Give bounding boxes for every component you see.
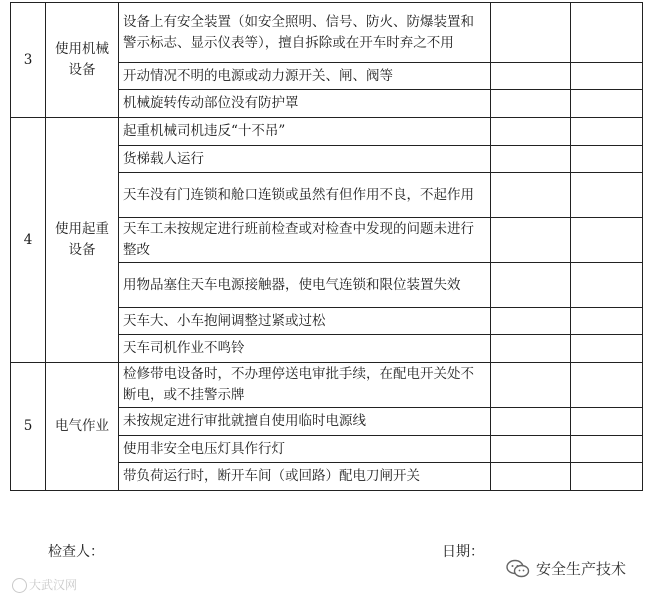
category-cell: 使用机械设备 [46, 3, 119, 118]
empty-cell [571, 408, 643, 436]
empty-cell [571, 118, 643, 146]
hazard-item-cell: 检修带电设备时，不办理停送电审批手续，在配电开关处不断电，或不挂警示牌 [119, 363, 491, 408]
empty-cell [491, 146, 571, 173]
row-number-cell: 3 [11, 3, 46, 118]
hazard-item-cell: 使用非安全电压灯具作行灯 [119, 436, 491, 463]
empty-cell [491, 63, 571, 90]
empty-cell [491, 118, 571, 146]
hazard-item-cell: 天车工未按规定进行班前检查或对检查中发现的问题未进行整改 [119, 218, 491, 263]
empty-cell [571, 436, 643, 463]
watermark-left [12, 576, 77, 593]
hazard-item-cell: 用物品塞住天车电源接触器，使电气连锁和限位装置失效 [119, 263, 491, 308]
table-row [11, 363, 643, 408]
category-cell: 电气作业 [46, 363, 119, 491]
empty-cell [491, 263, 571, 308]
empty-cell [491, 308, 571, 335]
empty-cell [571, 173, 643, 218]
table-row [11, 118, 643, 146]
empty-cell [571, 308, 643, 335]
watermark-right-text: 安全生产技术 [536, 560, 627, 578]
empty-cell [571, 263, 643, 308]
hazard-item-cell: 货梯载人运行 [119, 146, 491, 173]
hazard-item-cell: 设备上有安全装置（如安全照明、信号、防火、防爆装置和警示标志、显示仪表等），擅自拆除或在开车时弃之不用 [119, 3, 491, 63]
empty-cell [491, 335, 571, 363]
watermark-left-text: 大武汉网 [29, 578, 78, 592]
inspector-label: 检查人： [48, 544, 104, 560]
date-label: 日期： [442, 544, 484, 560]
empty-cell [491, 218, 571, 263]
hazard-item-cell: 机械旋转传动部位没有防护罩 [119, 90, 491, 118]
inspection-table [10, 2, 643, 491]
empty-cell [571, 463, 643, 491]
hazard-item-cell: 起重机械司机违反“十不吊” [119, 118, 491, 146]
watermark-right [506, 558, 626, 579]
empty-cell [571, 3, 643, 63]
empty-cell [571, 90, 643, 118]
row-number-cell: 4 [11, 118, 46, 363]
empty-cell [571, 146, 643, 173]
hazard-item-cell: 带负荷运行时，断开车间（或回路）配电刀闸开关 [119, 463, 491, 491]
empty-cell [571, 218, 643, 263]
hazard-item-cell: 天车没有门连锁和舱口连锁或虽然有但作用不良，不起作用 [119, 173, 491, 218]
hazard-item-cell: 天车大、小车抱闸调整过紧或过松 [119, 308, 491, 335]
watermark-logo-icon [12, 578, 27, 593]
table-row [11, 3, 643, 63]
empty-cell [491, 408, 571, 436]
hazard-item-cell: 未按规定进行审批就擅自使用临时电源线 [119, 408, 491, 436]
empty-cell [571, 335, 643, 363]
empty-cell [571, 363, 643, 408]
row-number-cell: 5 [11, 363, 46, 491]
empty-cell [491, 463, 571, 491]
empty-cell [491, 436, 571, 463]
hazard-item-cell: 开动情况不明的电源或动力源开关、闸、阀等 [119, 63, 491, 90]
empty-cell [491, 90, 571, 118]
empty-cell [571, 63, 643, 90]
wechat-icon [506, 559, 530, 579]
empty-cell [491, 3, 571, 63]
empty-cell [491, 363, 571, 408]
category-cell: 使用起重设备 [46, 118, 119, 363]
empty-cell [491, 173, 571, 218]
hazard-item-cell: 天车司机作业不鸣铃 [119, 335, 491, 363]
